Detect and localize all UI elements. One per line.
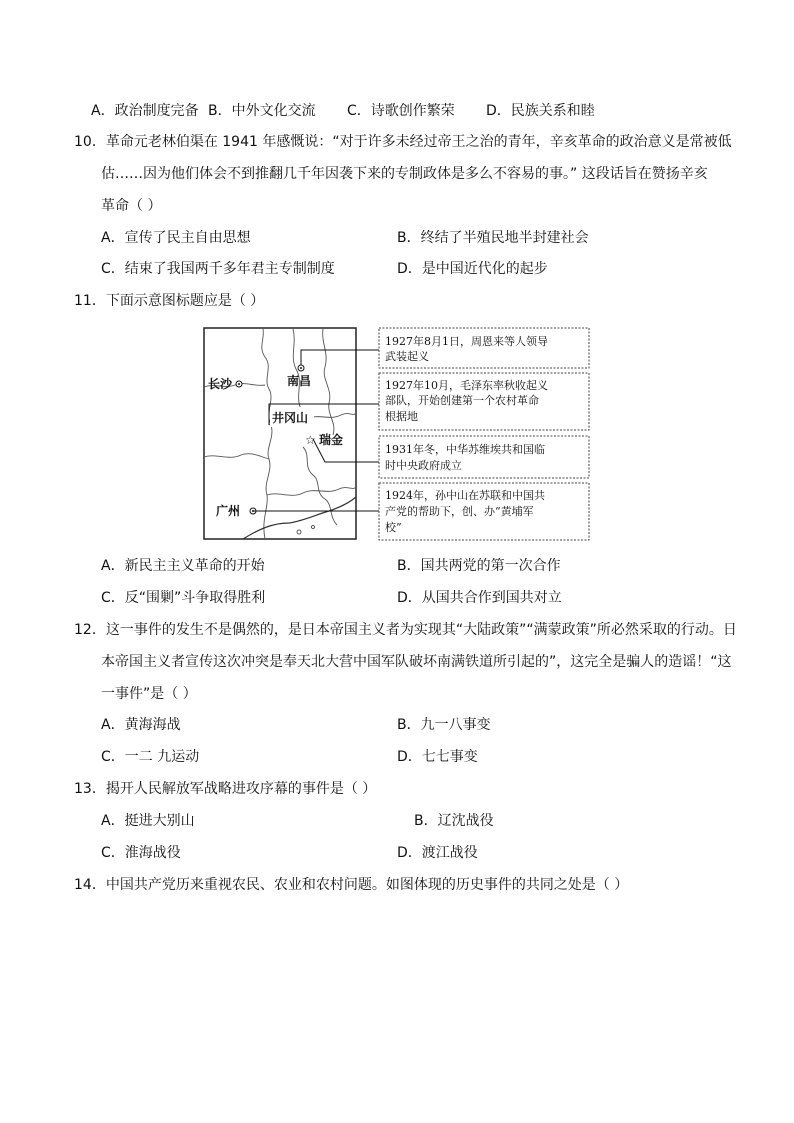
q10-option-d: D．是中国近代化的起步	[397, 261, 548, 277]
q12-stem-line-1: 12．这一事件的发生不是偶然的，是日本帝国主义者为实现其“大陆政策”“满蒙政策”所必然采取的行动。日	[74, 622, 737, 638]
svg-text:1931年冬，中华苏维埃共和国临: 1931年冬，中华苏维埃共和国临	[385, 443, 545, 456]
svg-text:产党的帮助下，创、办“黄埔军: 产党的帮助下，创、办“黄埔军	[385, 505, 534, 518]
city-label-nanchang: 南昌	[287, 374, 312, 388]
svg-text:1927年10月，毛泽东率秋收起义: 1927年10月，毛泽东率秋收起义	[385, 379, 548, 392]
q13-option-d: D．渡江战役	[397, 845, 478, 861]
city-ruijin	[305, 432, 343, 447]
q9-option-a: A．政治制度完备	[91, 103, 199, 119]
note-box-4	[379, 483, 589, 540]
svg-text:部队，开始创建第一个农村革命: 部队，开始创建第一个农村革命	[385, 394, 539, 407]
q9-option-b: B．中外文化交流	[208, 103, 316, 119]
svg-text:1927年8月1日，周恩来等人领导: 1927年8月1日，周恩来等人领导	[385, 335, 548, 348]
city-label-changsha: 长沙	[208, 377, 233, 391]
q11-option-a: A．新民主主义革命的开始	[101, 558, 265, 574]
q13-option-a: A．挺进大别山	[101, 813, 195, 829]
q11-option-c: C．反“围剿”斗争取得胜利	[101, 590, 266, 606]
q14-stem: 14．中国共产党历来重视农民、农业和农村问题。如图体现的历史事件的共同之处是（ ）	[74, 877, 629, 893]
q12-option-d: D．七七事变	[397, 749, 478, 765]
city-jinggangshan	[270, 407, 314, 427]
svg-text:校”: 校”	[385, 521, 402, 534]
svg-text:1924年，孙中山在苏联和中国共: 1924年，孙中山在苏联和中国共	[385, 489, 545, 502]
q9-option-c: C．诗歌创作繁荣	[347, 103, 455, 119]
q10-option-b: B．终结了半殖民地半封建社会	[397, 230, 589, 246]
q10-stem-line-2: 估……因为他们体会不到推翻几千年因袭下来的专制政体是多么不容易的事。” 这段话旨在赞扬辛亥	[101, 166, 708, 182]
svg-text:武装起义: 武装起义	[385, 350, 429, 363]
q12-stem-line-3: 一事件”是（ ）	[101, 686, 197, 702]
q11-stem: 11．下面示意图标题应是（ ）	[74, 293, 265, 309]
note-box-3	[379, 436, 589, 478]
q10-stem-line-3: 革命（ ）	[101, 198, 162, 214]
svg-text:☆: ☆	[305, 433, 316, 447]
q13-option-c: C．淮海战役	[101, 845, 181, 861]
q10-option-a: A．宣传了民主自由思想	[101, 230, 251, 246]
q11-option-d: D．从国共合作到国共对立	[397, 590, 562, 606]
q11-option-b: B．国共两党的第一次合作	[397, 558, 561, 574]
svg-text:根据地: 根据地	[385, 410, 418, 423]
city-label-jinggangshan: 井冈山	[272, 411, 309, 425]
q9-option-d: D．民族关系和睦	[486, 103, 595, 119]
note-box-1	[379, 328, 589, 368]
q12-option-c: C．一二 九运动	[101, 749, 200, 765]
q12-option-b: B．九一八事变	[397, 717, 491, 733]
q10-option-c: C．结束了我国两千多年君主专制制度	[101, 261, 335, 277]
q13-stem: 13．揭开人民解放军战略进攻序幕的事件是（ ）	[74, 781, 377, 797]
q10-stem-line-1: 10．革命元老林伯渠在 1941 年感慨说：“对于许多未经过帝王之治的青年，辛亥革命的政治意义是常被低	[74, 134, 732, 150]
city-label-ruijin: 瑞金	[319, 433, 344, 447]
city-label-guangzhou: 广州	[216, 504, 241, 518]
note-box-2	[379, 373, 589, 430]
q13-option-b: B．辽沈战役	[414, 813, 494, 829]
revolution-map	[203, 327, 593, 542]
q12-stem-line-2: 本帝国主义者宣传这次冲突是奉天北大营中国军队破坏南满铁道所引起的”，这完全是骗人的造谣！“这	[101, 654, 732, 670]
q12-option-a: A．黄海海战	[101, 717, 181, 733]
svg-text:时中央政府成立: 时中央政府成立	[385, 459, 462, 472]
